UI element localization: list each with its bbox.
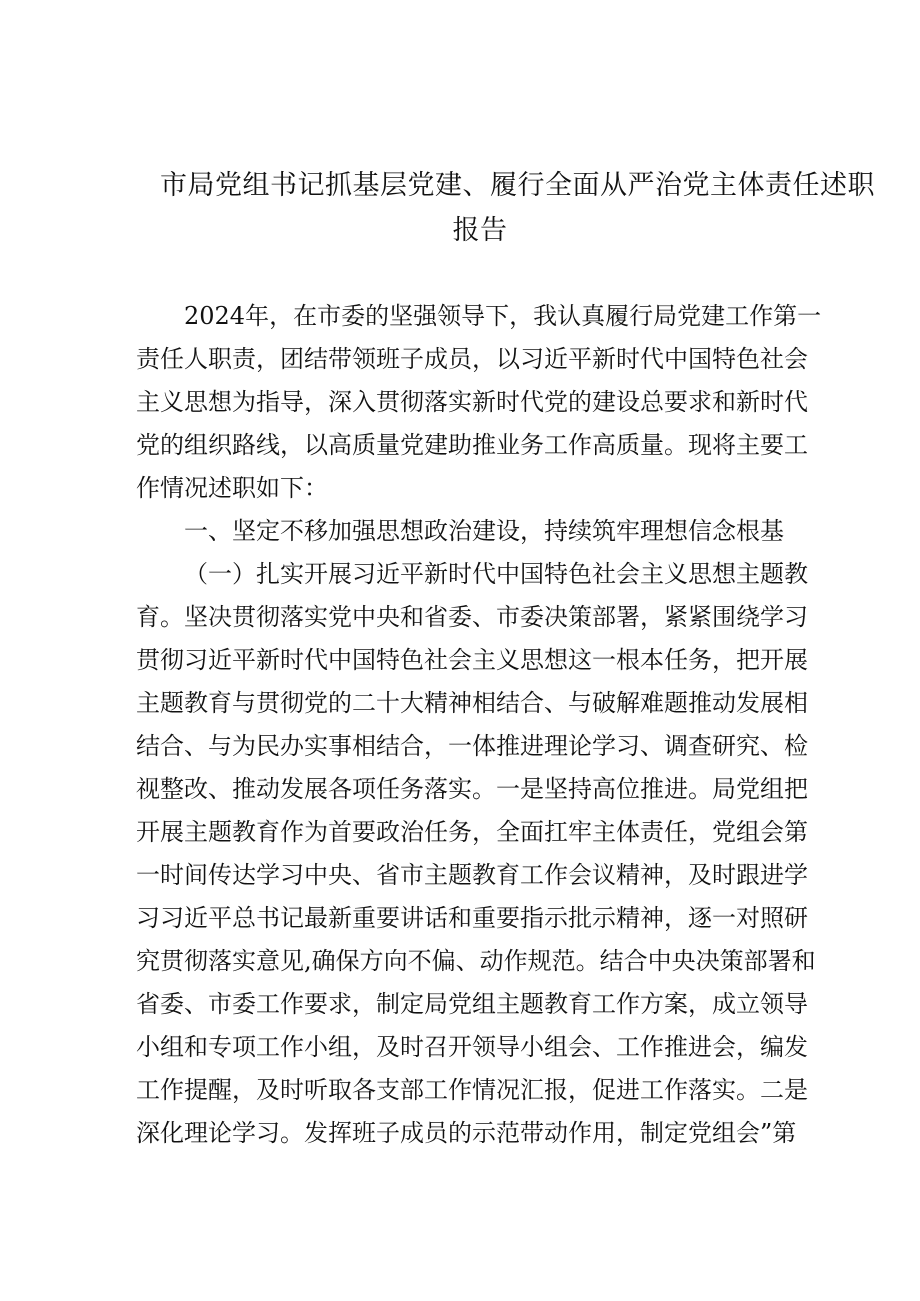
body-line-3: 贯彻习近平新时代中国特色社会主义思想这一根本任务，把开展 bbox=[136, 646, 808, 674]
document-title-line-2: 报告 bbox=[452, 215, 508, 246]
body-line-2: 育。坚决贯彻落实党中央和省委、市委决策部署，紧紧围绕学习 bbox=[136, 603, 808, 631]
body-line-8: 一时间传达学习中央、省市主题教育工作会议精神，及时跟进学 bbox=[136, 861, 808, 889]
body-line-12: 小组和专项工作小组，及时召开领导小组会、工作推进会，编发 bbox=[136, 1033, 808, 1061]
body-line-9: 习习近平总书记最新重要讲话和重要指示批示精神，逐一对照研 bbox=[136, 904, 808, 932]
intro-line-2: 责任人职责，团结带领班子成员，以习近平新时代中国特色社会 bbox=[136, 345, 808, 373]
intro-line-4: 党的组织路线，以高质量党建助推业务工作高质量。现将主要工 bbox=[136, 431, 808, 459]
body-line-14: 深化理论学习。发挥班子成员的示范带动作用，制定党组会”第 bbox=[136, 1119, 797, 1147]
body-line-11: 省委、市委工作要求，制定局党组主题教育工作方案，成立领导 bbox=[136, 990, 808, 1018]
intro-line-3: 主义思想为指导，深入贯彻落实新时代党的建设总要求和新时代 bbox=[136, 388, 808, 416]
section-heading-1: 一、坚定不移加强思想政治建设，持续筑牢理想信念根基 bbox=[184, 517, 784, 545]
intro-line-1: 2024年，在市委的坚强领导下，我认真履行局党建工作第一 bbox=[184, 302, 822, 330]
body-line-5: 结合、与为民办实事相结合，一体推进理论学习、调查研究、检 bbox=[136, 732, 808, 760]
body-line-10: 究贯彻落实意见,确保方向不偏、动作规范。结合中央决策部署和 bbox=[136, 947, 816, 975]
intro-line-5: 作情况述职如下： bbox=[136, 474, 328, 502]
document-title-line-1: 市局党组书记抓基层党建、履行全面从严治党主体责任述职 bbox=[160, 170, 875, 201]
body-line-6: 视整改、推动发展各项任务落实。一是坚持高位推进。局党组把 bbox=[136, 775, 808, 803]
body-line-1: （一）扎实开展习近平新时代中国特色社会主义思想主题教 bbox=[184, 560, 808, 588]
body-line-7: 开展主题教育作为首要政治任务，全面扛牢主体责任，党组会第 bbox=[136, 818, 808, 846]
body-line-13: 工作提醒，及时听取各支部工作情况汇报，促进工作落实。二是 bbox=[136, 1076, 808, 1104]
body-line-4: 主题教育与贯彻党的二十大精神相结合、与破解难题推动发展相 bbox=[136, 689, 808, 717]
